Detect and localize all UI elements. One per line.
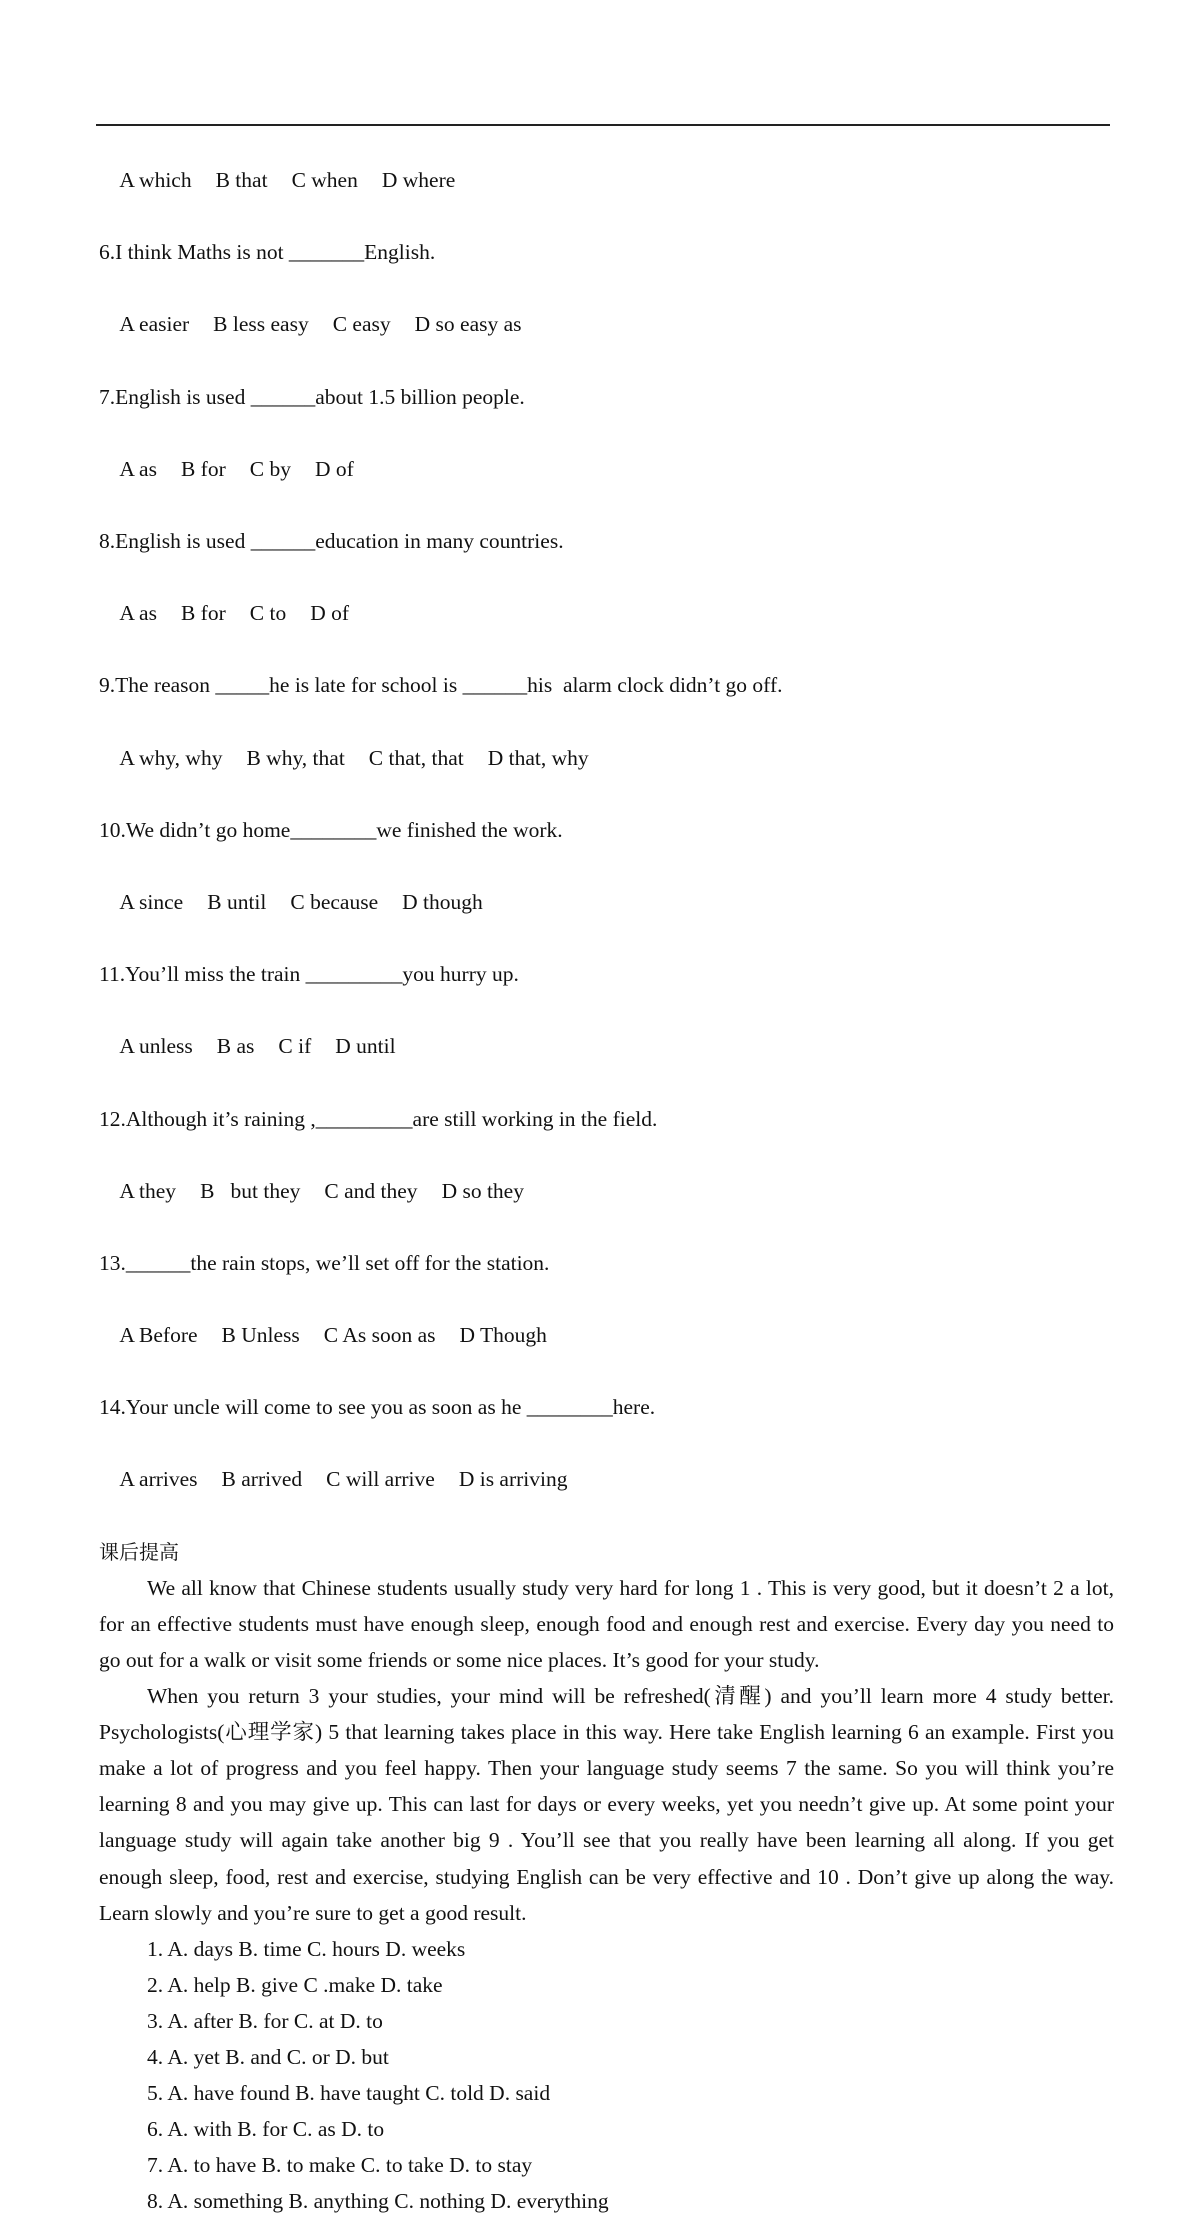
option: A arrives (119, 1467, 198, 1492)
option: B less easy (213, 312, 309, 337)
q12-stem: 12.Although it’s raining ,_________are still working in the field. (99, 1106, 658, 1131)
option: B why, that (246, 745, 345, 770)
option: A easier (119, 312, 190, 337)
option: A Before (119, 1323, 198, 1348)
option: C because (290, 889, 379, 914)
option: C will arrive (326, 1467, 435, 1492)
q9-stem: 9.The reason _____he is late for school is ______his alarm clock didn’t go off. (99, 673, 783, 698)
section-title: 课后提高 (99, 1539, 179, 1564)
option: C that, that (368, 745, 464, 770)
option: D that, why (487, 745, 589, 770)
q7-options (99, 415, 1114, 523)
cloze-choice: 1. A. days B. time C. hours D. weeks (147, 1936, 466, 1961)
option: D where (381, 168, 456, 193)
q14-options (99, 1425, 1114, 1533)
cloze-choice: 8. A. something B. anything C. nothing D. everything (147, 2189, 609, 2214)
option: D so they (441, 1178, 524, 1203)
q8-options (99, 559, 1114, 667)
cloze-choice: 6. A. with B. for C. as D. to (147, 2117, 385, 2142)
option: D is arriving (458, 1467, 568, 1492)
option: A as (119, 456, 157, 481)
q8-stem: 8.English is used ______education in many countries. (99, 529, 564, 554)
option: B for (180, 601, 226, 626)
option: B until (207, 889, 267, 914)
option: D so easy as (414, 312, 522, 337)
cloze-choice: 4. A. yet B. and C. or D. but (147, 2044, 389, 2069)
option: B Unless (221, 1323, 300, 1348)
q11-stem: 11.You’ll miss the train _________you hurry up. (99, 962, 519, 987)
q7-stem: 7.English is used ______about 1.5 billion people. (99, 384, 525, 409)
passage-paragraph: When you return 3 your studies, your mind will be refreshed(清醒) and you’ll learn more 4 study better. Psychologists(心理学家) 5 that learning takes place in this way. Here take English learning 6 an example. First you make a lot of progress and you feel happy. Then your language study seems 7 the same. So you will think you’re learning 8 and you may give up. This can last for days or every weeks, yet you needn’t give up. At some point your language study will again take another big 9 . You’ll see that you really have been learning all along. If you get enough sleep, food, rest and exercise, studying English can be very effective and 10 . Don’t give up along the way. Learn slowly and you’re sure to get a good result. (99, 1684, 1114, 1925)
cloze-choice: 7. A. to have B. to make C. to take D. to stay (147, 2153, 533, 2178)
option: D Though (459, 1323, 547, 1348)
cloze-choice: 2. A. help B. give C .make D. take (147, 1972, 443, 1997)
option: B but they (200, 1178, 301, 1203)
option: B as (216, 1034, 255, 1059)
q5-options (99, 126, 1114, 234)
option: A since (119, 889, 184, 914)
option: C easy (332, 312, 391, 337)
option: C if (278, 1034, 312, 1059)
q10-options (99, 848, 1114, 956)
q14-stem: 14.Your uncle will come to see you as soon as he ________here. (99, 1395, 656, 1420)
option: B for (180, 456, 226, 481)
worksheet-body (99, 126, 1114, 2219)
option: B that (215, 168, 268, 193)
option: D though (402, 889, 483, 914)
option: D until (335, 1034, 396, 1059)
passage-paragraph: We all know that Chinese students usually study very hard for long 1 . This is very good, but it doesn’t 2 a lot, for an effective students must have enough sleep, enough food and enough rest and exercise. Every day you need to go out for a walk or visit some friends or some nice places. It’s good for your study. (99, 1575, 1114, 1672)
option: C As soon as (323, 1323, 436, 1348)
cloze-choice: 3. A. after B. for C. at D. to (147, 2008, 383, 2033)
q13-stem: 13.______the rain stops, we’ll set off for the station. (99, 1250, 550, 1275)
cloze-choice: 5. A. have found B. have taught C. told D. said (147, 2081, 551, 2106)
q11-options (99, 992, 1114, 1100)
option: C and they (324, 1178, 418, 1203)
option: D of (310, 601, 350, 626)
q6-stem: 6.I think Maths is not _______English. (99, 240, 436, 265)
q6-options (99, 270, 1114, 378)
option: A why, why (119, 745, 223, 770)
q9-options (99, 704, 1114, 812)
option: C by (249, 456, 291, 481)
option: B arrived (221, 1467, 303, 1492)
q13-options (99, 1281, 1114, 1389)
option: A as (119, 601, 157, 626)
q12-options (99, 1137, 1114, 1245)
option: C when (291, 168, 358, 193)
option: C to (249, 601, 287, 626)
option: A which (119, 168, 192, 193)
q10-stem: 10.We didn’t go home________we finished the work. (99, 817, 563, 842)
option: D of (314, 456, 354, 481)
option: A they (119, 1178, 177, 1203)
option: A unless (119, 1034, 193, 1059)
